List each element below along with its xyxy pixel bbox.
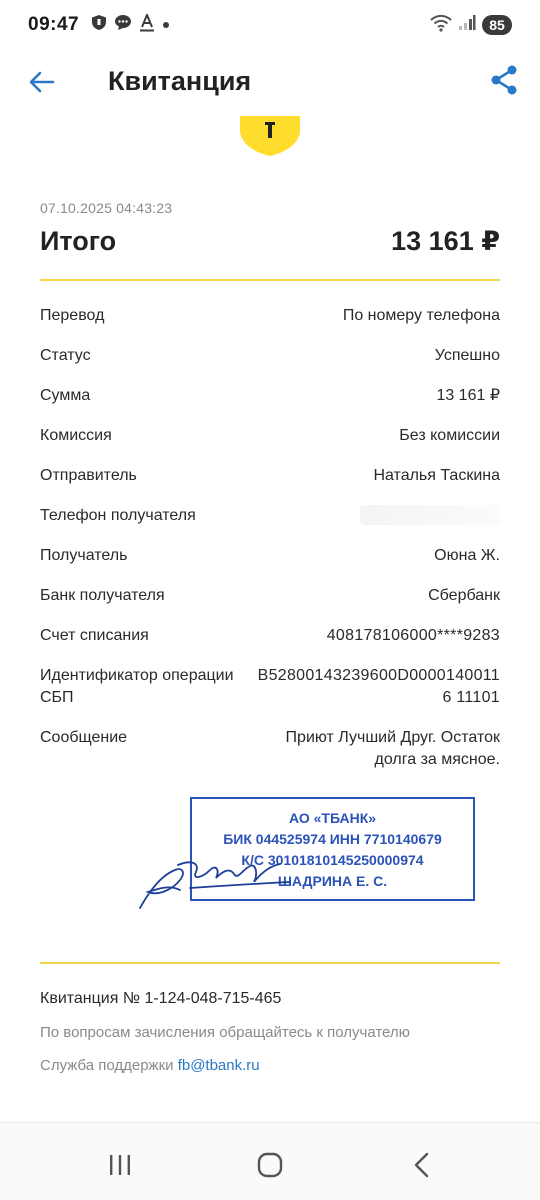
- detail-row-message: [40, 727, 500, 771]
- app-header: [0, 50, 540, 116]
- detail-value: 408178106000****9283: [326, 627, 500, 644]
- details-list: [40, 305, 500, 771]
- detail-row-recipient-bank: [40, 585, 500, 607]
- total-value: 13 161 ₽: [391, 226, 500, 256]
- detail-key: Телефон получателя: [40, 507, 196, 524]
- detail-key: Статус: [40, 347, 91, 364]
- detail-key: Получатель: [40, 547, 128, 564]
- receipt-number: Квитанция № 1-124-048-715-465: [40, 990, 282, 1007]
- stamp-line: ШАДРИНА Е. С.: [277, 873, 388, 889]
- battery-icon: 85: [482, 15, 512, 35]
- recent-apps-button[interactable]: [100, 1147, 140, 1187]
- stamp-line: АО «ТБАНК»: [288, 810, 377, 826]
- detail-key: Отправитель: [40, 467, 137, 484]
- home-button[interactable]: [250, 1147, 290, 1187]
- text-a-icon: [139, 14, 155, 37]
- recent-apps-icon: [108, 1154, 132, 1181]
- signal-icon: [458, 15, 476, 36]
- detail-value: Приют Лучший Друг. Остаток долга за мясное.: [285, 729, 500, 768]
- detail-value: B52800143239600D00001400116 11101: [257, 667, 500, 706]
- status-time: 09:47: [28, 14, 80, 35]
- detail-key: Сообщение: [40, 729, 128, 746]
- detail-row-recipient-phone: [40, 505, 500, 527]
- detail-key: Комиссия: [40, 427, 112, 444]
- arrow-left-icon: [29, 71, 55, 98]
- stamp-line: К/С 30101810145250000974: [241, 852, 424, 868]
- detail-value: Успешно: [434, 347, 500, 364]
- detail-key: Идентификатор операции СБП: [40, 667, 234, 706]
- detail-row-status: [40, 345, 500, 367]
- support-email-link[interactable]: fb@tbank.ru: [177, 1057, 260, 1074]
- detail-row-debit-account: [40, 625, 500, 647]
- total-row: [40, 226, 500, 257]
- system-back-button[interactable]: [402, 1147, 442, 1187]
- detail-value: Без комиссии: [399, 427, 500, 444]
- signature-image: [130, 830, 300, 915]
- stamp-area: [130, 790, 480, 915]
- detail-value: Оюна Ж.: [434, 547, 500, 564]
- status-icons-left: [91, 14, 170, 37]
- divider: [40, 962, 500, 964]
- detail-row-sbp-id: [40, 665, 500, 709]
- detail-row-recipient: [40, 545, 500, 567]
- detail-row-transfer: [40, 305, 500, 327]
- shield-icon: [91, 14, 107, 36]
- detail-value-hidden: [360, 505, 500, 525]
- dot-icon: [162, 16, 170, 34]
- page-title: Квитанция: [108, 66, 252, 96]
- support-label: Служба поддержки: [40, 1057, 178, 1074]
- detail-key: Банк получателя: [40, 587, 165, 604]
- status-icons-right: [430, 14, 512, 37]
- detail-key: Счет списания: [40, 627, 149, 644]
- support-line: [40, 1057, 500, 1074]
- detail-key: Перевод: [40, 307, 105, 324]
- detail-row-sender: [40, 465, 500, 487]
- share-button[interactable]: [484, 62, 524, 102]
- status-bar: [0, 0, 540, 50]
- detail-value: Сбербанк: [428, 587, 500, 604]
- bank-logo: [240, 116, 300, 156]
- transaction-datetime: 07.10.2025 04:43:23: [40, 200, 173, 216]
- detail-row-commission: [40, 425, 500, 447]
- back-button[interactable]: [22, 64, 62, 104]
- receipt-footer: [40, 990, 500, 1074]
- detail-value: По номеру телефона: [342, 307, 500, 324]
- footer-note: По вопросам зачисления обращайтесь к получателю: [40, 1024, 410, 1041]
- divider: [40, 279, 500, 281]
- detail-value: Наталья Таскина: [373, 467, 500, 484]
- chat-icon: [114, 14, 132, 36]
- share-icon: [489, 64, 519, 101]
- detail-key: Сумма: [40, 387, 91, 404]
- receipt: [40, 200, 500, 771]
- wifi-icon: [430, 14, 452, 37]
- back-icon: [412, 1152, 432, 1183]
- detail-value: 13 161 ₽: [436, 387, 500, 404]
- detail-row-amount: [40, 385, 500, 407]
- system-nav-bar: [0, 1122, 540, 1200]
- stamp-line: БИК 044525974 ИНН 7710140679: [223, 831, 442, 847]
- total-label: Итого: [40, 226, 117, 256]
- home-icon: [257, 1152, 283, 1183]
